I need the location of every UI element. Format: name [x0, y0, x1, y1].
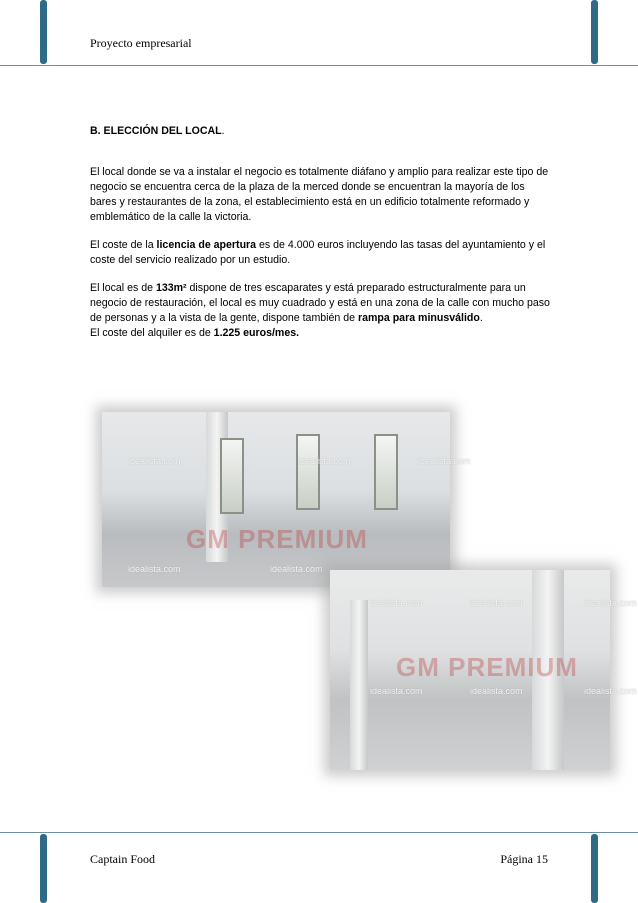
window-shape: [374, 434, 398, 510]
section-title: [90, 124, 550, 139]
paragraph-rent: [90, 326, 550, 341]
paragraph-location: El local donde se va a instalar el negocio es totalmente diáfano y amplio para realizar este tipo de negocio se encuentra cerca de la plaza de la merced donde se encuentran la mayoría de los bares y restaurantes de la zona, el establecimiento está en un edificio totalmente reformado y emblemático de la calle la victoria.: [90, 166, 549, 223]
premises-text-1: El local es de: [90, 282, 156, 294]
license-text-1: El coste de la: [90, 239, 157, 251]
paragraph-license: [90, 238, 550, 268]
footer-page-number: Página 15: [500, 852, 548, 866]
window-shape: [296, 434, 320, 510]
watermark: idealista.com: [470, 686, 523, 696]
watermark: idealista.com: [370, 598, 423, 608]
watermark: idealista.com: [584, 686, 637, 696]
document-body: [90, 124, 550, 354]
column-shape: [350, 600, 368, 770]
rent-amount: 1.225 euros/mes.: [213, 327, 300, 339]
footer-rule: [0, 832, 638, 833]
footer-bar-left: [40, 834, 47, 903]
license-highlight: licencia de apertura: [156, 239, 257, 251]
premises-photo-2: [330, 570, 637, 770]
header-rule: [0, 65, 638, 66]
watermark: idealista.com: [128, 564, 181, 574]
premises-photo-1: [102, 412, 471, 587]
paragraph-premises: [90, 281, 550, 326]
watermark-logo: GM PREMIUM: [396, 652, 578, 682]
watermark: idealista.com: [298, 456, 351, 466]
premises-text-2: dispone de tres escaparates y está preparado estructuralmente para un negocio de restauración, el local es muy cuadrado y está en una zona de la calle con mucho paso de personas y a la vista de la gente, dispone también de: [90, 282, 550, 324]
rent-text: El coste del alquiler es de: [90, 327, 214, 339]
header-title: Proyecto empresarial: [90, 36, 192, 50]
watermark: idealista.com: [370, 686, 423, 696]
premises-size: 133m²: [155, 282, 187, 294]
header-bar-right: [591, 0, 598, 64]
license-text-2: es de 4.000 euros incluyendo las tasas del ayuntamiento y el coste del servicio realizado por un estudio.: [90, 239, 546, 266]
watermark-logo: GM PREMIUM: [186, 524, 368, 554]
watermark: idealista.com: [128, 456, 181, 466]
footer-bar-right: [591, 834, 598, 903]
watermark: idealista.com: [470, 598, 523, 608]
window-shape: [220, 438, 244, 514]
watermark: idealista.com: [270, 564, 323, 574]
watermark: idealista.com: [418, 456, 471, 466]
premises-ramp: rampa para minusválido: [357, 312, 480, 324]
section-title-period: .: [221, 125, 225, 137]
premises-period: .: [479, 312, 483, 324]
section-title-text: B. ELECCIÓN DEL LOCAL: [90, 125, 222, 137]
watermark: idealista.com: [584, 598, 637, 608]
header-bar-left: [40, 0, 47, 64]
footer-company: Captain Food: [90, 852, 155, 866]
